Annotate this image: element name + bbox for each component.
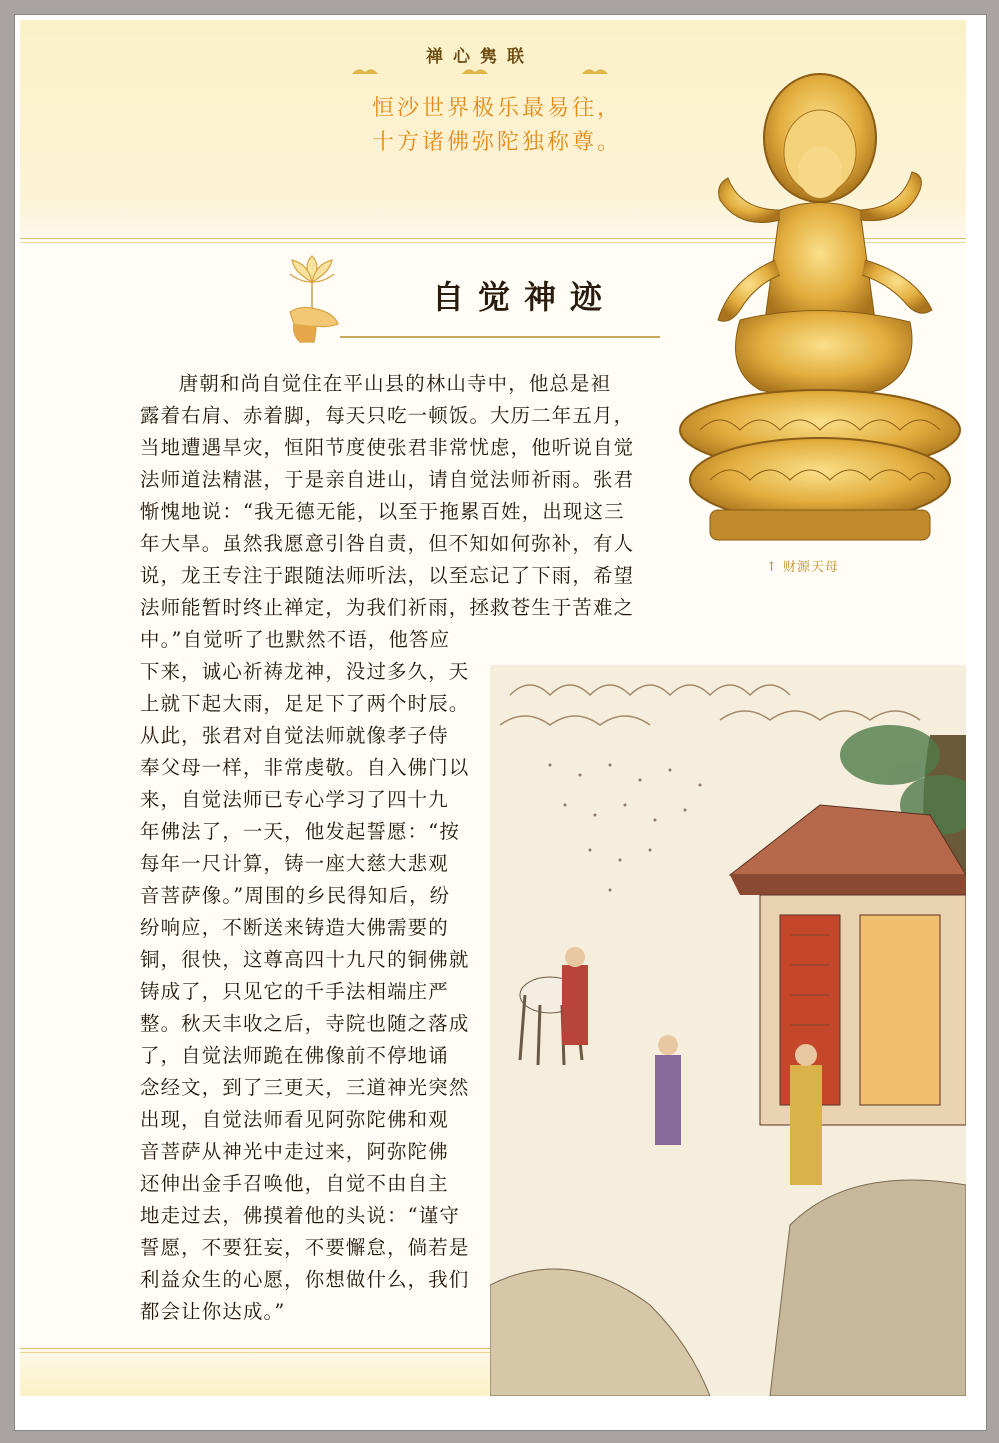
text-line: 惭愧地说：“我无德无能，以至于拖累百姓，出现这三 (140, 500, 625, 523)
text-line: 从此，张君对自觉法师就像孝子侍 (140, 724, 449, 747)
footer-rule-secondary (20, 1352, 490, 1353)
lotus-ornament-right-icon (580, 66, 610, 76)
figure-caption: ↑ 财源天母 (766, 560, 840, 575)
text-line: 地走过去，佛摸着他的头说：“谨守 (140, 1204, 460, 1227)
couplet (372, 92, 622, 160)
text-line: 都会让你达成。” (140, 1300, 286, 1323)
couplet-line-1: 恒沙世界极乐最易往， (372, 96, 623, 121)
lotus-ornament-mid-icon (460, 66, 490, 76)
article-body-wide (140, 368, 660, 624)
footer-rule (20, 1348, 490, 1349)
text-line: 音菩萨像。”周围的乡民得知后，纷 (140, 884, 451, 907)
text-line: 中。”自觉听了也默然不语，他答应 (140, 628, 451, 651)
footer-band (20, 1346, 490, 1396)
text-line: 了，自觉法师跪在佛像前不停地诵 (140, 1044, 449, 1067)
text-line: 说，龙王专注于跟随法师听法，以至忘记了下雨，希望 (140, 564, 635, 587)
text-line: 露着右肩、赤着脚，每天只吃一顿饭。大历二年五月， (140, 404, 635, 427)
title-rule (340, 336, 660, 338)
text-line: 誓愿，不要狂妄，不要懈怠，倘若是 (140, 1236, 470, 1259)
text-line: 当地遭遇旱灾，恒阳节度使张君非常忧虑，他听说自觉 (140, 436, 635, 459)
text-line: 利益众生的心愿，你想做什么，我们 (140, 1268, 470, 1291)
golden-deity-statue-image (670, 60, 966, 560)
text-line: 年佛法了，一天，他发起誓愿：“按 (140, 820, 460, 843)
running-title: 禅心隽联 (426, 47, 534, 67)
text-line: 纷响应，不断送来铸造大佛需要的 (140, 916, 449, 939)
temple-painting-image (490, 665, 966, 1396)
text-line: 下来，诚心祈祷龙神，没过多久，天 (140, 660, 470, 683)
text-line: 还伸出金手召唤他，自觉不由自主 (140, 1172, 449, 1195)
text-line: 每年一尺计算，铸一座大慈大悲观 (140, 852, 449, 875)
text-line: 法师能暂时终止禅定，为我们祈雨，拯救苍生于苦难之 (140, 596, 635, 619)
text-line: 铸成了，只见它的千手法相端庄严 (140, 980, 449, 1003)
text-line: 来，自觉法师已专心学习了四十九 (140, 788, 449, 811)
text-line: 铜，很快，这尊高四十九尺的铜佛就 (140, 948, 470, 971)
couplet-line-2: 十方诸佛弥陀独称尊。 (372, 130, 623, 155)
text-line: 法师道法精湛，于是亲自进山，请自觉法师祈雨。张君 (140, 468, 635, 491)
text-line: 年大旱。虽然我愿意引咎自责，但不知如何弥补，有人 (140, 532, 635, 555)
text-line: 奉父母一样，非常虔敬。自入佛门以 (140, 756, 470, 779)
lotus-ornament-left-icon (350, 66, 380, 76)
book-page (20, 20, 966, 1396)
text-line: 音菩萨从神光中走过来，阿弥陀佛 (140, 1140, 449, 1163)
text-line: 上就下起大雨，足足下了两个时辰。 (140, 692, 470, 715)
text-line: 唐朝和尚自觉住在平山县的林山寺中，他总是袒 (178, 372, 612, 395)
text-line: 出现，自觉法师看见阿弥陀佛和观 (140, 1108, 449, 1131)
text-line: 念经文，到了三更天，三道神光突然 (140, 1076, 470, 1099)
article-title: 自觉神迹 (432, 278, 617, 316)
article-body-narrow (140, 624, 485, 1328)
text-line: 整。秋天丰收之后，寺院也随之落成 (140, 1012, 470, 1035)
